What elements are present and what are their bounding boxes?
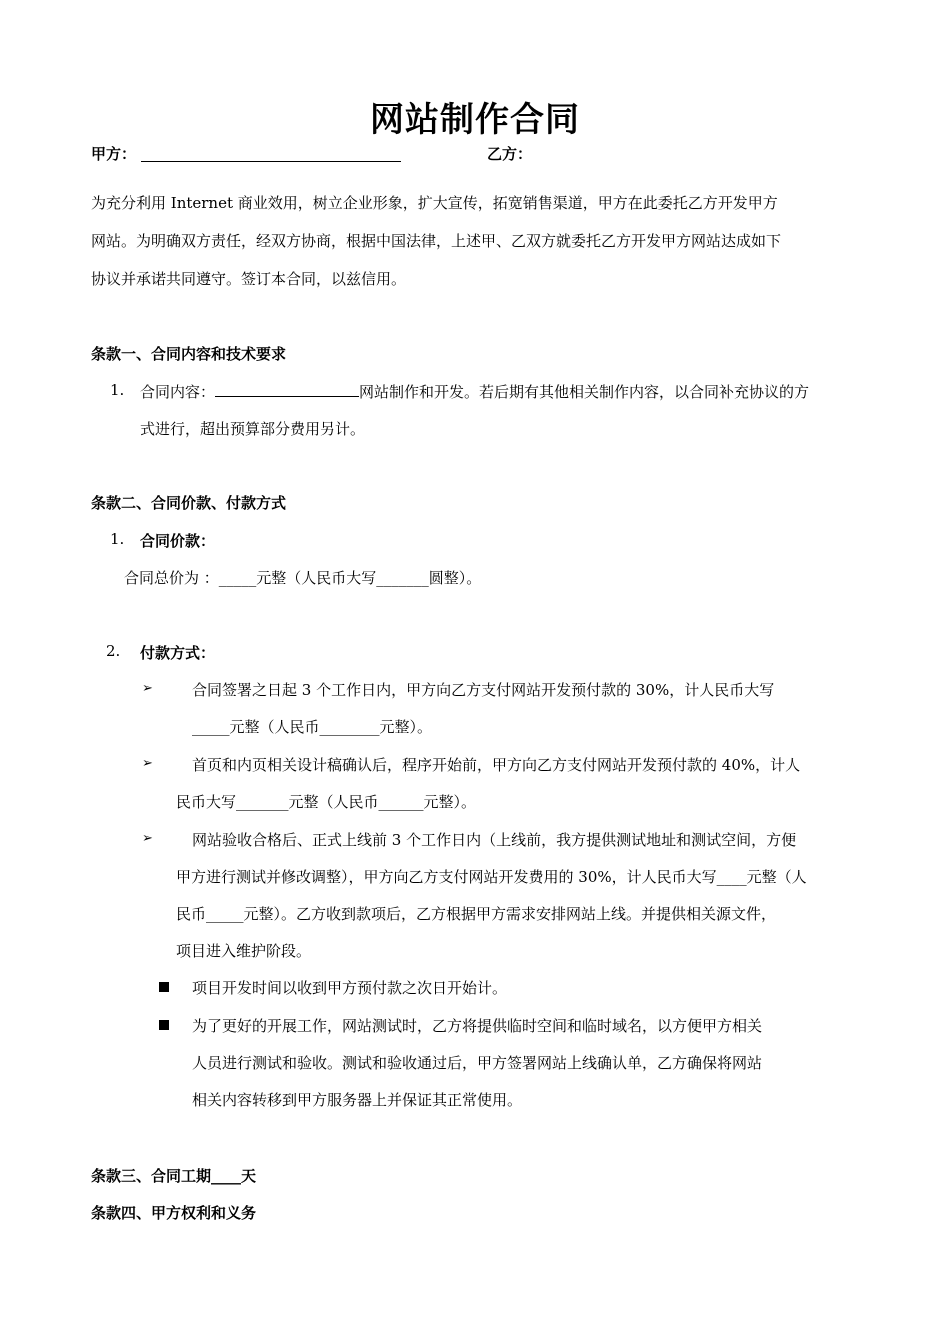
clause2-item2-number: 2. (106, 642, 121, 660)
clause2-item1-label: 合同价款： (140, 532, 216, 550)
payment3-line4: 项目进入维护阶段。 (176, 942, 312, 960)
contract-total-line: 合同总价为 ：_____元整（人民币大写_______圆整）。 (124, 569, 482, 587)
document-title: 网站制作合同 (370, 100, 580, 140)
content-blank-line (215, 381, 359, 397)
square-bullet-icon (159, 1020, 169, 1030)
payment1-line2: _____元整（人民币________元整）。 (192, 718, 433, 736)
note1-text: 项目开发时间以收到甲方预付款之次日开始计。 (192, 979, 508, 997)
party-b-label: 乙方： (487, 145, 533, 163)
clause4-heading: 条款四、甲方权利和义务 (91, 1204, 257, 1222)
payment3-line3: 民币_____元整）。乙方收到款项后，乙方根据甲方需求安排网站上线。并提供相关源文件， (176, 905, 777, 923)
intro-line-1: 为充分利用 Internet 商业效用，树立企业形象，扩大宣传，拓宽销售渠道，甲方在此委托乙方开发甲方 (91, 194, 778, 212)
note2-line1: 为了更好的开展工作，网站测试时，乙方将提供临时空间和临时域名，以方便甲方相关 (192, 1017, 763, 1035)
payment3-line1: 网站验收合格后、正式上线前 3 个工作日内（上线前，我方提供测试地址和测试空间，方便 (192, 831, 797, 849)
payment1-line1: 合同签署之日起 3 个工作日内，甲方向乙方支付网站开发预付款的 30%，计人民币大写 (192, 681, 775, 699)
clause2-heading: 条款二、合同价款、付款方式 (91, 494, 287, 512)
intro-line-2: 网站。为明确双方责任，经双方协商，根据中国法律，上述甲、乙双方就委托乙方开发甲方网站达成如下 (91, 232, 782, 250)
arrow-bullet-icon: ➢ (142, 681, 153, 696)
clause2-item1-number: 1. (110, 530, 125, 548)
note2-line3: 相关内容转移到甲方服务器上并保证其正常使用。 (192, 1091, 523, 1109)
payment2-line2: 民币大写_______元整（人民币______元整）。 (176, 793, 477, 811)
payment3-line2: 甲方进行测试并修改调整），甲方向乙方支付网站开发费用的 30%，计人民币大写____元整（人 (176, 868, 807, 886)
arrow-bullet-icon: ➢ (142, 831, 153, 846)
clause1-item1-prefix: 合同内容： (140, 383, 216, 401)
clause1-item1-suffix: 网站制作和开发。若后期有其他相关制作内容，以合同补充协议的方 (359, 383, 810, 401)
party-a-signature-line (141, 161, 401, 162)
arrow-bullet-icon: ➢ (142, 756, 153, 771)
clause1-heading: 条款一、合同内容和技术要求 (91, 345, 287, 363)
clause1-item1-text (140, 381, 809, 402)
note2-line2: 人员进行测试和验收。测试和验收通过后，甲方签署网站上线确认单，乙方确保将网站 (192, 1054, 763, 1072)
payment2-line1: 首页和内页相关设计稿确认后，程序开始前，甲方向乙方支付网站开发预付款的 40%，计人 (192, 756, 801, 774)
clause3-heading: 条款三、合同工期____天 (91, 1167, 257, 1185)
clause1-item1-line2: 式进行，超出预算部分费用另计。 (140, 420, 366, 438)
clause1-item1-number: 1. (110, 381, 125, 399)
square-bullet-icon (159, 982, 169, 992)
party-a-label: 甲方： (91, 145, 137, 163)
intro-line-3: 协议并承诺共同遵守。签订本合同，以兹信用。 (91, 270, 407, 288)
clause2-item2-label: 付款方式： (140, 644, 216, 662)
